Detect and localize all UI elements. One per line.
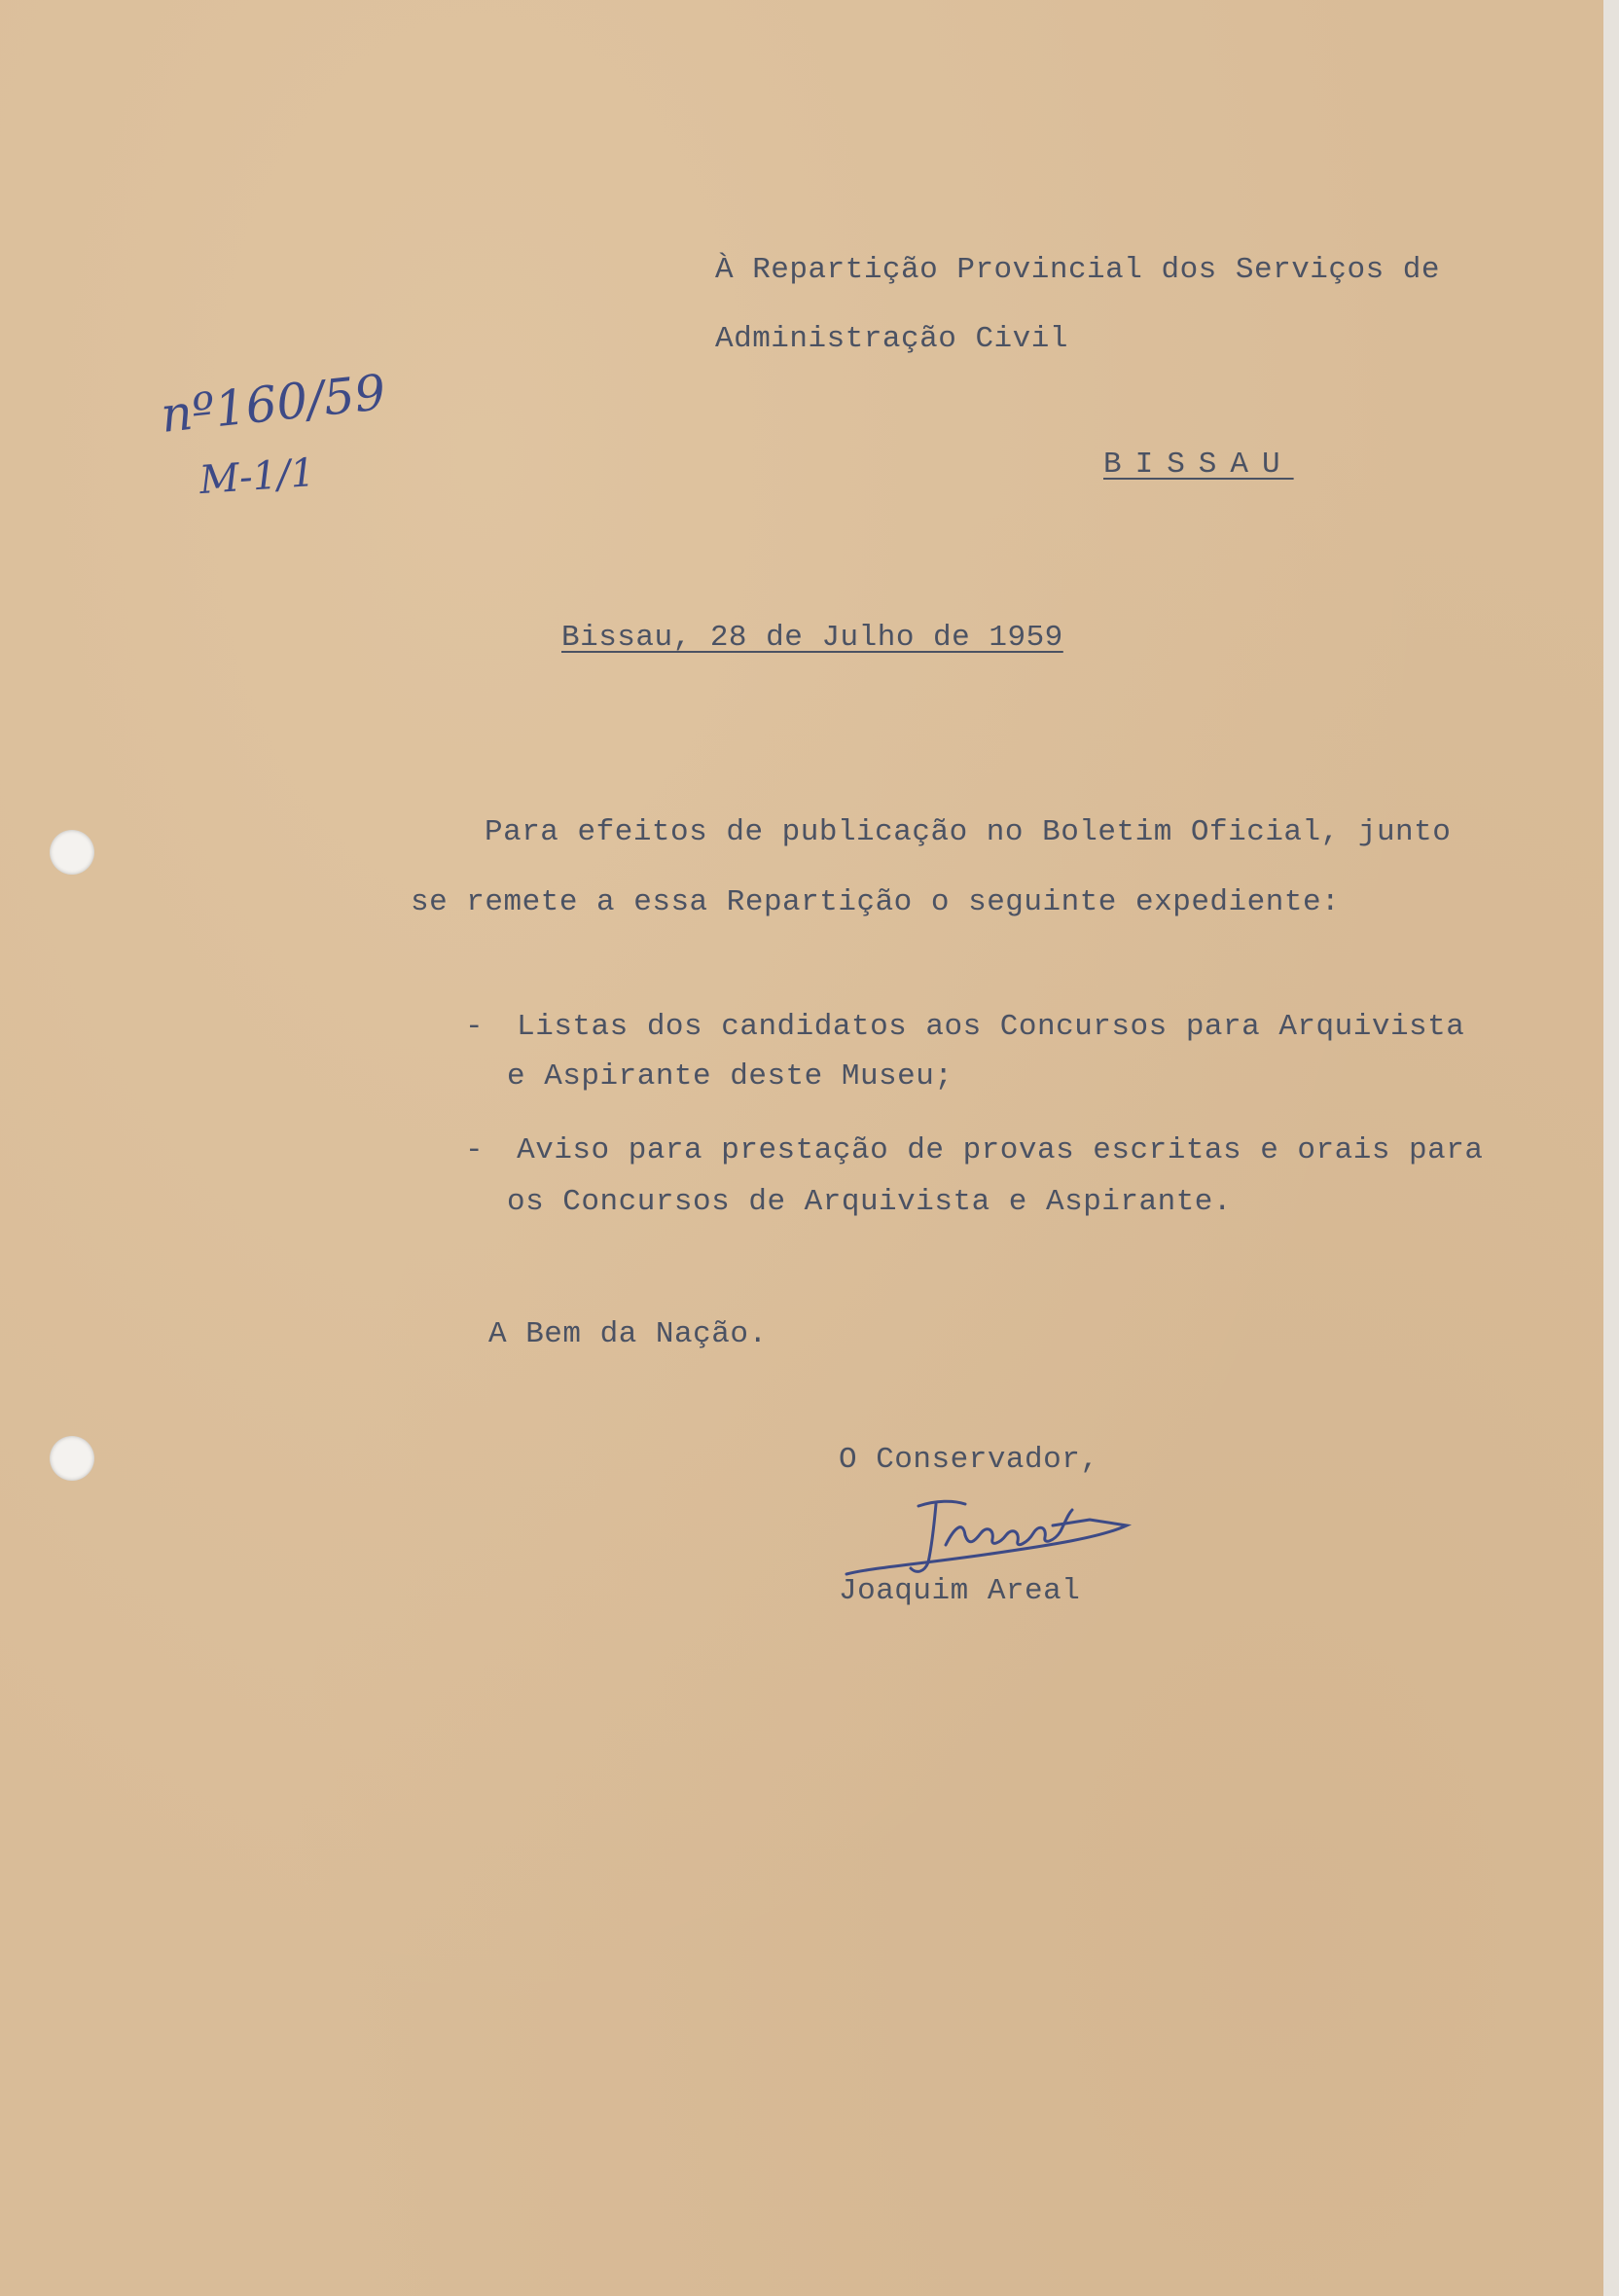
signatory-title: O Conservador, <box>839 1443 1099 1477</box>
date-line: Bissau, 28 de Julho de 1959 <box>561 621 1063 655</box>
list-bullet: - <box>465 1010 485 1044</box>
scan-margin <box>1603 0 1619 2296</box>
list-item-2-line-1: - Aviso para prestação de provas escritas e orais para <box>465 1133 1484 1167</box>
punch-hole-bottom <box>50 1436 94 1481</box>
closing-salutation: A Bem da Nação. <box>488 1317 768 1351</box>
addressee-line-1: À Repartição Provincial dos Serviços de <box>715 253 1441 287</box>
signatory-name: Joaquim Areal <box>839 1574 1081 1608</box>
handwritten-number: nº160/59 <box>158 364 389 444</box>
addressee-city: BISSAU <box>1103 448 1294 482</box>
punch-hole-top <box>50 830 94 875</box>
list-item-1-line-1: - Listas dos candidatos aos Concursos para Arquivista <box>465 1010 1465 1044</box>
intro-line-1: Para efeitos de publicação no Boletim Oficial, junto <box>485 815 1452 849</box>
list-item-1-line-2: e Aspirante deste Museu; <box>507 1059 953 1094</box>
intro-line-2: se remete a essa Repartição o seguinte expediente: <box>411 885 1341 919</box>
addressee-line-2: Administração Civil <box>715 322 1068 356</box>
handwritten-code: M-1/1 <box>198 449 317 504</box>
list-item-2-line-2: os Concursos de Arquivista e Aspirante. <box>507 1185 1233 1219</box>
handwritten-signature <box>839 1487 1140 1584</box>
list-bullet: - <box>465 1133 485 1167</box>
